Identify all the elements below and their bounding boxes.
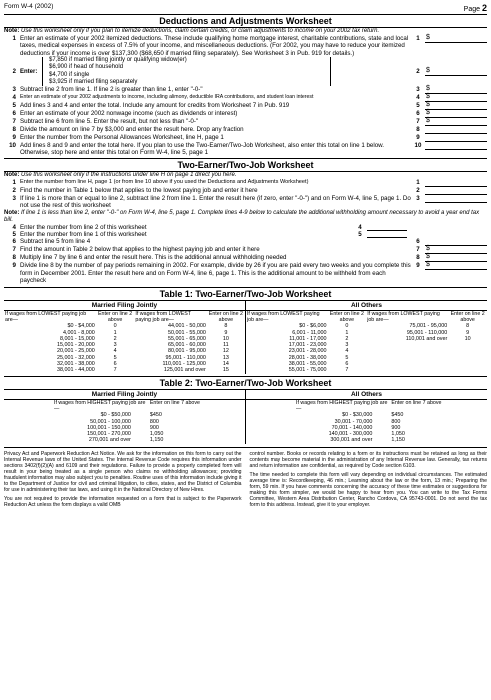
page-number: Page 2	[463, 3, 487, 13]
wage-range-cell: 4,001 - 8,000	[62, 329, 95, 336]
wage-range-cell: 32,001 - 38,000	[56, 361, 95, 368]
ded-line-9-amount[interactable]	[425, 134, 487, 142]
ded-line-7: 7 Subtract line 6 from line 5. Enter the result, but not less than "-0-" 7 $	[4, 118, 487, 126]
wage-range-cell: 50,001 - 55,000	[168, 329, 206, 336]
table-2-title: Table 2: Two-Earner/Two-Job Worksheet	[4, 376, 487, 390]
wage-range-cell: 20,001 - 25,000	[56, 348, 95, 355]
ded-line-9: 9 Enter the number from the Personal Allowances Worksheet, line H, page 1 9	[4, 134, 487, 142]
allowance-cell: 10	[464, 335, 471, 342]
allowance-cell: 1	[345, 329, 349, 336]
wage-range-cell: 80,001 - 95,000	[168, 348, 206, 355]
wage-range-cell: 23,001 - 28,000	[245, 348, 327, 354]
privacy-p3: control number. Books or records relating to a form or its instructions must be retained as long as their contents may become material in the administration of any Internal Revenue law. Generally, tax returns and return information are confidential, as required by Code section 6103.	[249, 450, 487, 469]
allowance-cell: 7	[345, 367, 349, 374]
allowance-cell: 2	[113, 335, 117, 342]
table-2: Married Filing Jointly All Others If wages from HIGHEST paying job are— Enter on line 7 above If wages from HIGHEST paying job are— Enter on line 7 above $0 - $50,000 $450 $0 - $30,000 $450 50,001 - 100,000 800 30,001 - 70,000 800 100,001 - 150,000 900 70,001 - 140,000 900 150,001 - 270,000 1,050 140,001 - 300,000 1,050 270,001 and over 1,150 300,001 and over 1,150	[4, 390, 487, 444]
amount-cell: $450	[149, 412, 162, 419]
allowance-cell: 11	[223, 342, 229, 349]
allowance-cell: 14	[222, 361, 229, 368]
wage-range-cell: 55,001 - 65,000	[168, 335, 206, 342]
two-line-7: 7 Find the amount in Table 2 below that applies to the highest paying job and enter it here 7 $	[4, 246, 487, 254]
ded-line-1-amount[interactable]: $	[425, 35, 487, 43]
page-header	[4, 3, 487, 15]
allowance-cell: 2	[345, 335, 349, 342]
wage-range-cell: 110,001 - 125,000	[162, 361, 206, 368]
wage-range-cell: 55,001 - 75,000	[245, 367, 327, 373]
two-line-3-amount[interactable]	[425, 195, 487, 203]
ded-line-5-amount[interactable]: $	[425, 102, 487, 110]
two-line-6: 6 Subtract line 5 from line 4 6	[4, 238, 487, 246]
privacy-p2: You are not required to provide the information requested on a form that is subject to the Paperwork Reduction Act unless the form displays a valid OMB	[4, 495, 242, 508]
allowance-cell: 13	[222, 354, 229, 361]
amount-cell: 800	[391, 418, 401, 425]
table-1-title: Table 1: Two-Earner/Two-Job Worksheet	[4, 287, 487, 301]
ded-line-2: 2 Enter: $7,850 if married filing jointly or qualifying widow(er) $6,900 if head of household $4,700 if single $3,925 if married filing separately 2 $	[4, 57, 487, 86]
allowance-cell: 0	[345, 323, 349, 330]
allowance-cell: 4	[113, 348, 117, 355]
privacy-p4: The time needed to complete this form will vary depending on individual circumstances. The estimated average time is: Recordkeeping, 46 min.; Learning about the law or the form, 13 min.; Preparing the form, 59 min. If you have comments concerning the accuracy of these time estimates or suggestions for making this form simpler, we would be happy to hear from you. You can write to the Tax Forms Committee, Western Area Distribution Center, Rancho Cordova, CA 95743-0001. Do not send the tax form to this address. Instead, give it to your employer.	[249, 471, 487, 508]
allowance-cell: 9	[224, 329, 228, 336]
wage-range-cell: 44,001 - 50,000	[168, 323, 206, 330]
two-line-3: 3 If line 1 is more than or equal to line 2, subtract line 2 from line 1. Enter the result here (if zero, enter "-0-") and on Form W-4, line 5, page 1. Do not use the rest of this worksheet 3	[4, 195, 487, 210]
ded-line-2-amount[interactable]: $	[425, 68, 487, 76]
wage-range-cell: 125,001 and over	[163, 367, 206, 374]
two-earner-note-2: Note: If line 1 is less than line 2, enter "-0-" on Form W-4, line 5, page 1. Complete lines 4-9 below to calculate the additional withholding amount necessary to avoid a year end tax bill.	[4, 209, 480, 223]
wage-range-cell: 28,001 - 38,000	[245, 355, 327, 361]
amount-cell: 1,150	[149, 437, 164, 444]
amount-cell: 1,050	[149, 431, 164, 438]
two-line-5-amount[interactable]	[367, 231, 407, 238]
wage-range-cell: 30,001 - 70,000	[245, 419, 390, 425]
wage-range-cell: 70,001 - 140,000	[245, 425, 390, 431]
ded-line-5: 5 Add lines 3 and 4 and enter the total. Include any amount for credits from Worksheet 7 in Pub. 919 5 $	[4, 102, 487, 110]
deductions-title: Deductions and Adjustments Worksheet	[4, 15, 487, 28]
wage-range-cell: 50,001 - 100,000	[90, 418, 131, 425]
wage-range-cell: 38,001 - 44,000	[56, 367, 95, 374]
allowance-cell: 7	[113, 367, 117, 374]
wage-range-cell: 11,001 - 17,000	[245, 336, 327, 342]
table-2-body	[4, 412, 487, 443]
amount-cell: 1,150	[391, 437, 405, 444]
ded-line-4: 4 Enter an estimate of your 2002 adjustments to income, including alimony, deductible IRA contributions, and student loan interest 4 $	[4, 94, 487, 102]
wage-range-cell: 75,001 - 95,000	[409, 323, 448, 330]
ded-line-4-amount[interactable]: $	[425, 94, 487, 102]
ded-line-1: 1 Enter an estimate of your 2002 itemized deductions. These include qualifying home mortgage interest, charitable contributions, state and local taxes, medical expenses in excess of 7.5% of your income, and miscellaneous deductions. (For 2002, you may have to reduce your itemized deductions if your income is over $137,300 ($68,650 if married filing separately). See Worksheet 3 in Pub. 919 for details.) 1 $	[4, 35, 487, 57]
two-line-9-amount[interactable]: $	[425, 262, 487, 270]
wage-range-cell: 17,001 - 23,000	[245, 342, 327, 348]
allowance-cell: 1	[113, 329, 117, 336]
allowance-cell: 5	[345, 354, 349, 361]
two-line-1: 1 Enter the number from line H, page 1 (or from line 10 above if you used the Deductions and Adjustments Worksheet) 1	[4, 179, 487, 187]
wage-range-cell: $0 - $6,000	[245, 323, 327, 329]
allowance-cell: 3	[113, 342, 117, 349]
table-1-mfj-header: Married Filing Jointly	[4, 301, 245, 311]
allowance-cell: 6	[345, 361, 349, 368]
wage-range-cell	[366, 367, 448, 373]
two-line-2: 2 Find the number in Table 1 below that applies to the lowest paying job and enter it here 2	[4, 187, 487, 195]
ded-line-8-amount[interactable]	[425, 126, 487, 134]
ded-line-6: 6 Enter an estimate of your 2002 nonwage income (such as dividends or interest) 6 $	[4, 110, 487, 118]
wage-range-cell: $0 - $30,000	[245, 412, 390, 418]
wage-range-cell: 38,001 - 55,000	[245, 361, 327, 367]
ded-line-10: 10 Add lines 8 and 9 and enter the total here. If you plan to use the Two-Earner/Two-Job Worksheet, also enter this total on line 1 below. Otherwise, stop here and enter this total on Form W-4, line 5, page 1 10	[4, 142, 487, 157]
wage-range-cell: 110,001 and over	[405, 335, 448, 342]
table-1: Married Filing Jointly All Others If wages from LOWEST paying job are— Enter on line 2 above If wages from LOWEST paying job are— Enter on line 2 above If wages from LOWEST paying job are— Enter on line 2 above If wages from LOWEST paying job are— Enter on line 2 above $0 - $4,000 0 44,001 - 50,000 8 $0 - $6,000 0 75,001 - 95,000 8 4,001 - 8,000 1 50,001 - 55,000 9 6,001 - 11,000 1 95,001 - 110,000 9 8,001 - 15,000 2 55,001 - 65,000 10 11,001 - 17,000 2 110,001 and over 10 15,001 - 20,000 3 65,001 - 60,000 11 17,001 - 23,000 3 20,001 - 25,000 4 80,001 - 95,000 12 23,001 - 28,000 4 25,001 - 32,000 5 95,001 - 110,000 13 28,001 - 38,000 5 32,001 - 38,000 6 110,001 - 125,000 14 38,001 - 55,000 6 38,001 - 44,000 7 125,001 and over 15 55,001 - 75,000 7	[4, 301, 487, 374]
allowance-cell: 6	[113, 361, 117, 368]
two-line-9: 9 Divide line 8 by the number of pay periods remaining in 2002. For example, divide by 26 if you are paid every two weeks and you complete this form in December 2001. Enter the result here and on Form W-4, line 6, page 1. This is the additional amount to be withheld from each paycheck 9 $	[4, 262, 487, 284]
allowance-cell: 8	[466, 323, 470, 330]
table-2-others-header: All Others	[245, 390, 487, 400]
table-1-body	[4, 323, 487, 373]
wage-range-cell: 100,001 - 150,000	[87, 424, 131, 431]
two-line-4-amount[interactable]	[367, 224, 407, 231]
wage-range-cell: 8,001 - 15,000	[59, 335, 95, 342]
wage-range-cell: 15,001 - 20,000	[56, 342, 95, 349]
ded-line-3-amount[interactable]: $	[425, 86, 487, 94]
allowance-cell: 3	[345, 342, 349, 349]
wage-range-cell: 300,001 and over	[245, 437, 390, 443]
ded-line-8: 8 Divide the amount on line 7 by $3,000 and enter the result here. Drop any fraction 8	[4, 126, 487, 134]
ded-line-6-amount[interactable]: $	[425, 110, 487, 118]
wage-range-cell: 65,001 - 60,000	[168, 342, 206, 349]
ded-line-7-amount[interactable]: $	[425, 118, 487, 126]
ded-line-3: 3 Subtract line 2 from line 1. If line 2 is greater than line 1, enter "-0-" 3 $	[4, 86, 487, 94]
amount-cell: 900	[391, 424, 401, 431]
wage-range-cell: $0 - $50,000	[100, 412, 131, 419]
allowance-cell: 8	[224, 323, 228, 330]
table-2-mfj-header: Married Filing Jointly	[4, 390, 245, 400]
two-line-8: 8 Multiply line 7 by line 6 and enter the result here. This is the additional annual withholding needed 8 $	[4, 254, 487, 262]
table-1-others-header: All Others	[245, 301, 487, 311]
allowance-cell: 12	[222, 348, 229, 355]
allowance-cell: 5	[113, 354, 117, 361]
wage-range-cell: $0 - $4,000	[67, 323, 95, 330]
allowance-cell: 15	[222, 367, 229, 374]
table-row	[4, 437, 487, 443]
amount-cell: $450	[391, 412, 404, 419]
table-row	[4, 367, 487, 373]
ded-line-10-amount[interactable]	[425, 142, 487, 150]
allowance-cell: 0	[113, 323, 117, 330]
two-earner-note: Note: Use this worksheet only if the instructions under line H on page 1 direct you here.	[4, 171, 237, 178]
wage-range-cell: 95,001 - 110,000	[165, 354, 206, 361]
two-line-7-amount[interactable]: $	[425, 246, 487, 254]
two-line-6-amount[interactable]	[425, 238, 487, 246]
allowance-cell	[448, 367, 487, 373]
amount-cell: 900	[149, 424, 159, 431]
ded-line-2-options: $7,850 if married filing jointly or qualifying widow(er) $6,900 if head of household $4,700 if single $3,925 if married filing separately	[42, 57, 331, 86]
two-line-1-amount[interactable]	[425, 179, 487, 187]
two-line-5: 5 Enter the number from line 1 of this worksheet 5	[4, 231, 487, 238]
wage-range-cell: 95,001 - 110,000	[406, 329, 448, 336]
wage-range-cell: 6,001 - 11,000	[245, 330, 327, 336]
amount-cell: 800	[149, 418, 159, 425]
two-line-4: 4 Enter the number from line 2 of this worksheet 4	[4, 224, 487, 231]
deductions-note: Note: Use this worksheet only if you plan to itemize deductions, claim certain credits, or claim adjustments to income on your 2002 tax return.	[4, 28, 380, 34]
wage-range-cell: 140,001 - 300,000	[245, 431, 390, 437]
form-id: Form W-4 (2002)	[4, 3, 54, 10]
allowance-cell: 4	[345, 348, 349, 355]
wage-range-cell: 150,001 - 270,000	[87, 431, 131, 438]
amount-cell: 1,050	[391, 431, 405, 438]
privacy-p1: Privacy Act and Paperwork Reduction Act Notice. We ask for the information on this form to carry out the Internal Revenue laws of the United States. The Internal Revenue Code requires this information under sections 3402(f)(2)(A) and 6109 and their regulations. Failure to provide a properly completed form will result in your being treated as a single person who claims no withholding allowances; providing fraudulent information may also subject you to penalties. Routine uses of this information include giving it to the Department of Justice for civil and criminal litigation, to cities, states, and the District of Columbia for use in administering their tax laws, and using it in the National Directory of New Hires.	[4, 450, 242, 493]
wage-range-cell: 270,001 and over	[88, 437, 131, 444]
allowance-cell: 9	[466, 329, 470, 336]
two-earner-title: Two-Earner/Two-Job Worksheet	[4, 158, 487, 172]
two-line-8-amount[interactable]: $	[425, 254, 487, 262]
privacy-notice	[4, 447, 487, 511]
two-line-2-amount[interactable]	[425, 187, 487, 195]
wage-range-cell: 25,001 - 32,000	[56, 354, 95, 361]
allowance-cell: 10	[222, 335, 229, 342]
